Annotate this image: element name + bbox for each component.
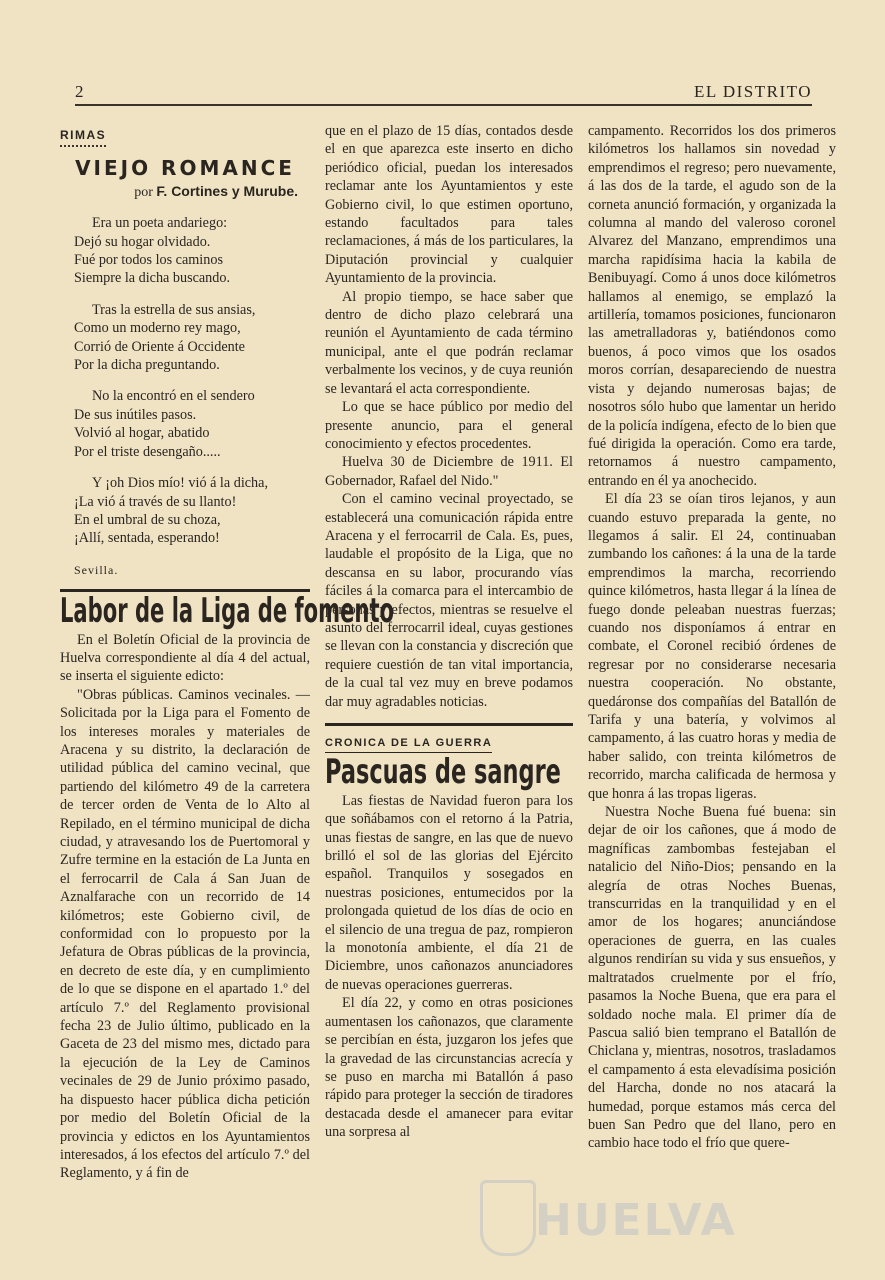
- page-header: [75, 82, 812, 106]
- poem-line: Siempre la dicha buscando.: [74, 270, 231, 287]
- poem-line: Era un poeta andariego:: [92, 215, 228, 232]
- liga-paragraph: Huelva 30 de Diciembre de 1911. El Gobernador, Rafael del Nido.": [325, 454, 573, 489]
- liga-paragraph: Al propio tiempo, se hace saber que dentro de dicho plazo celebrará una reunión el Ayuntamiento de cada término municipal, ante el que podrán reclamar verbalmente los vecinos, y de cuya reunión se levantará el acta correspondiente.: [325, 288, 573, 397]
- poem-line: De sus inútiles pasos.: [74, 406, 197, 423]
- poem-stanza: [60, 214, 310, 288]
- cronica-headline: Pascuas de sangre: [325, 752, 561, 793]
- section-tag-rimas: RIMAS: [60, 126, 106, 147]
- poem-line: Fué por todos los caminos: [74, 252, 223, 269]
- cronica-paragraph: Las fiestas de Navidad fueron para los que soñábamos con el retorno á la Patria, unas fiestas de sangre, en las que de nuevo brilló el sol de las glorias del Ejército español. Tranquilos y sosegados en nuestras posiciones, entumecidos por la prolongada quietud de los días de ocio en el silencio de una tregua de paz, rompieron la monotonía ambiente, el día 21 de Diciembre, unos cañonazos anunciadores de nuevas operaciones guerreras.: [325, 792, 573, 993]
- page-number: 2: [75, 82, 84, 101]
- liga-headline: Labor de la Liga de fomento: [60, 591, 395, 632]
- liga-paragraph: Con el camino vecinal proyectado, se establecerá una comunicación rápida entre Aracena y el ferrocarril de Cala. Es, pues, laudable el propósito de la Liga, que no descansa en su labor, procurando vías fáciles á la comarca para el intercambio de personas y efectos, mientras se resuelve el asunto del ferrocarril ideal, cuyas gestiones se llevan con la constancia y discreción que requiere cuestión de tan vital importancia, de la cual tal vez muy en breve podamos dar muy agradables noticias.: [325, 491, 573, 710]
- poem-line: Tras la estrella de sus ansias,: [92, 301, 256, 318]
- poem-stanza: [60, 474, 310, 548]
- column-1: [60, 122, 395, 1183]
- poem-stanza: [60, 301, 310, 375]
- poem-line: En el umbral de su choza,: [74, 511, 221, 528]
- liga-paragraph: "Obras públicas. Caminos vecinales. — Solicitada por la Liga para el Fomento de los intereses morales y materiales de Aracena y su distrito, la declaración de utilidad pública del camino vecinal, que partiendo del kilómetro 49 de la carretera de tercer orden de Venta de lo Alto al Repilado, en el término municipal de dicha ciudad, y atravesando los de Puertomoral y Zufre termine en la estación de La Junta en el ferrocarril de Cala á San Juan de Aznalfarache con un recorrido de 14 kilómetros; este Gobierno civil, de conformidad con lo propuesto por la Jefatura de Obras públicas de la provincia, en decreto de este día, y en cumplimiento de lo que se dispone en el apartado 1.º del artículo 7.º del Reglamento provisional fecha 23 de Julio último, publicado en la Gaceta de 23 del mismo mes, dictado para la ejecución de la Ley de Caminos vecinales de 29 de Junio próximo pasado, ha dispuesto hacer pública dicha petición por medio del Boletín Oficial de la provincia y edictos en los Ayuntamientos interesados, á los efectos del artículo 7.º del Reglamento, y á fin de: [60, 686, 310, 1182]
- liga-paragraph: que en el plazo de 15 días, contados desde el en que aparezca este inserto en dicho periódico oficial, puedan los interesados reclamar ante los Ayuntamientos y este Gobierno civil, lo que estimen oportuno, estando facultados para tales reclamaciones, á más de los particulares, la Diputación provincial y cualquier Ayuntamiento de la provincia.: [325, 123, 573, 287]
- cronica-paragraph: El día 22, y como en otras posiciones aumentasen los cañonazos, que claramente se percibían en ésta, juzgaron los jefes que la gravedad de las circunstancias acrecía y se puso en marcha mi Batallón á paso rápido para proteger la sección de tiradores destacada desde el amanecer para evitar una sorpresa al: [325, 995, 573, 1141]
- poem-line: ¡La vió á través de su llanto!: [74, 493, 237, 510]
- column-3: [588, 122, 836, 1153]
- poem-line: No la encontró en el sendero: [92, 388, 255, 405]
- poem-line: Por la dicha preguntando.: [74, 357, 220, 374]
- author-prefix: por: [134, 184, 157, 200]
- poem-line: Por el triste desengaño.....: [74, 443, 221, 460]
- poem-line: Y ¡oh Dios mío! vió á la dicha,: [92, 475, 268, 492]
- cronica-paragraph: El día 23 se oían tiros lejanos, y aun cuando estuvo preparada la gente, no llegamos á salir. El 24, continuaban zumbando los cañones: á la una de la tarde emprendimos la marcha, recorriendo quince kilómetros, hasta llegar á la línea de fuego donde peleaban nuestras fuerzas; cuando nos disponíamos á entrar en combate, el Coronel recibió órdenes de regresar por no considerarse necesaria nuestra cooperación. No obstante, quedáronse dos compañías del Batallón de Tarifa y una batería, y volvimos al campamento, á las cuatro horas y media de haber salido, con treinta kilómetros de recorrido, marcha calificada de hermosa y que honra á las tropas ligeras.: [588, 491, 836, 802]
- poem-line: Dejó su hogar olvidado.: [74, 233, 211, 250]
- cronica-paragraph: campamento. Recorridos los dos primeros kilómetros los hallamos sin novedad y emprendimos el regreso; pero nuevamente, á las dos de la tarde, el agudo son de la corneta anunció formación, y organizada la columna al mando del valeroso coronel Alvarez del Manzano, emprendimos una marcha rapidísima hacia la kabila de Benibuyagí. Como á unos doce kilómetros hallamos al enemigo, se emplazó la artillería, tomamos posiciones, funcionaron las ametralladoras y, batiéndonos como buenos, á poco vimos que los osados moros corrían, desapareciendo de nuestra vista y dejando numerosas bajas; de nosotros sólo hubo que lamentar un herido de la policía indígena, efecto de lo bien que fué dirigida la operación. Como era tarde, retornamos á nuestro campamento, entrando en él ya anochecido.: [588, 123, 836, 489]
- liga-paragraph: En el Boletín Oficial de la provincia de Huelva correspondiente al día 4 del actual, se inserta el siguiente edicto:: [60, 631, 310, 685]
- author-name: F. Cortines y Murube.: [156, 182, 298, 199]
- liga-paragraph: Lo que se hace público por medio del presente anuncio, para el general conocimiento y efectos procedentes.: [325, 399, 573, 452]
- cronica-paragraph: Nuestra Noche Buena fué buena: sin dejar de oir los cañones, que á modo de magníficas zambombas festejaban el natalicio del Niño-Dios; pensando en la alegría de otras Noches Buenas, transcurridas en la tranquilidad y en el amor de los hogares; anunciándose operaciones de guerra, en las cuales algunos rendirían su vida y sus ensueños, y maltratados cruelmente por el frío, pasamos la Noche Buena, que era para el soldado noche mala. El primer día de Pascua salió bien temprano el Batallón de Chiclana y, mientras, nosotros, trasladamos el campamento á esta elevadísima posición del Harcha, donde no nos atacará la humedad, porque estamos más cerca del buen San Pedro que del llano, pero en cambio hace todo el frío que quere-: [588, 804, 836, 1152]
- section-divider: [325, 723, 573, 726]
- poem-line: Corrió de Oriente á Occidente: [74, 338, 245, 355]
- poem-author: [60, 182, 298, 202]
- column-2: [325, 122, 573, 1142]
- poem-line: Volvió al hogar, abatido: [74, 425, 210, 442]
- archive-watermark: HUELVA: [535, 1195, 737, 1246]
- poem-stanza: [60, 387, 310, 461]
- poem-title: VIEJO ROMANCE: [75, 156, 295, 181]
- poem-line: ¡Allí, sentada, esperando!: [74, 530, 220, 547]
- newspaper-name: EL DISTRITO: [693, 82, 812, 101]
- archive-shield-icon: [480, 1180, 536, 1256]
- poem-line: Como un moderno rey mago,: [74, 320, 241, 337]
- poem-place: Sevilla.: [74, 562, 119, 577]
- section-tag-cronica: CRONICA DE LA GUERRA: [325, 734, 492, 753]
